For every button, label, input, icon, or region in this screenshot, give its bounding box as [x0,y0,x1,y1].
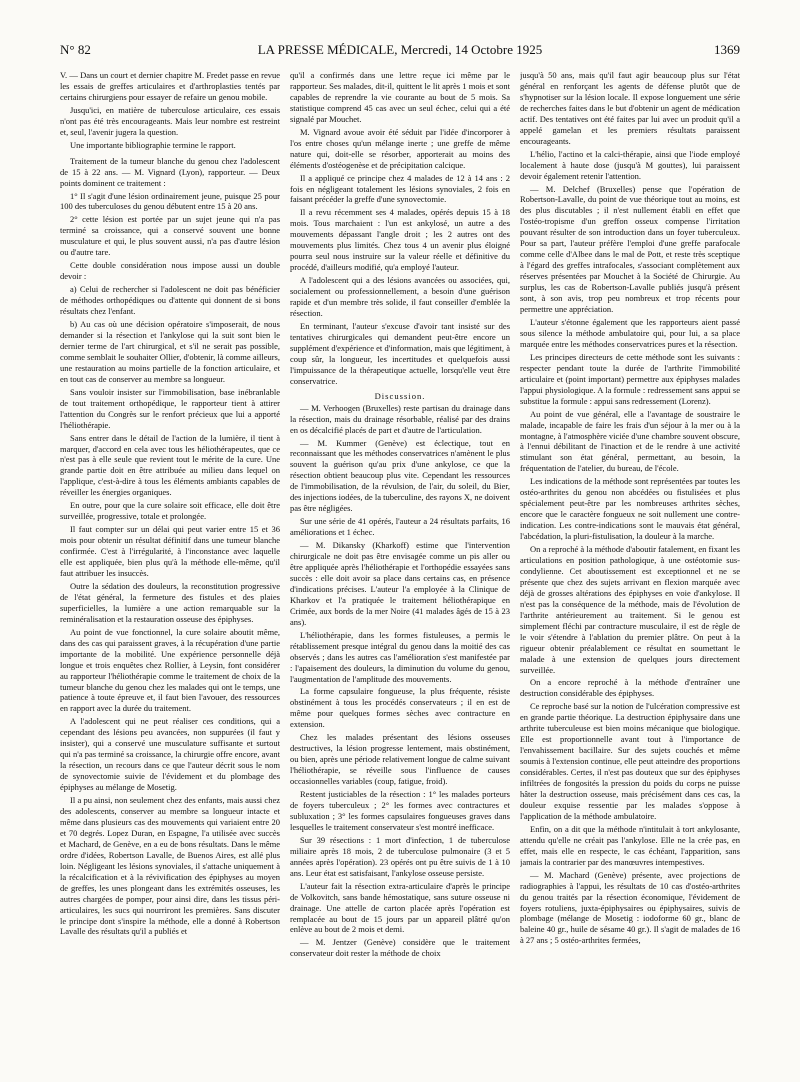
paragraph: L'auteur s'étonne également que les rapporteurs aient passé sous silence la méthode ambulatoire qui, pour lui, a sa place marquée entre les méthodes conservatrices pures et la résection. [520,316,740,349]
paragraph: 1° Il s'agit d'une lésion ordinairement jeune, puisque 25 pour 100 des tuberculoses du genou débutent entre 15 à 20 ans. [60,190,280,212]
paragraph: On a reproché à la méthode d'aboutir fatalement, en fixant les articulations en position pathologique, à une ostéotomie sus-condylienne. Cet aboutissement est exceptionnel et ne se présente que chez des sujets arrivant en flexion marquée avec déjà de grosses altérations des épiphyses en voie d'ankylose. Il n'est pas la conséquence de la méthode, mais de l'évolution de l'arthrite antérieurement au traitement. Si le genou est simplement fléchi par contracture musculaire, il est de règle de le voir s'étendre à l'ablation du premier plâtre. On peut à la rigueur obtenir préalablement ce résultat en soumettant le malade à une extension de quelques jours directement surveillée. [520,544,740,675]
paragraph: — M. Jentzer (Genève) considère que le traitement conservateur doit rester la méthode de choix [290,937,510,959]
paragraph: Sans vouloir insister sur l'immobilisation, base inébranlable de tout traitement orthopédique, le rapporteur tient à attirer l'attention du Congrès sur le renfort précieux que lui a apporté l'héliothérapie. [60,386,280,430]
paragraph: Sans entrer dans le détail de l'action de la lumière, il tient à marquer, d'accord en cela avec tous les héliothérapeutes, que ce n'est pas à elle seule que revient tout le mérite de la cure. Une grande partie doit en être attribuée au milieu dans lequel on l'applique, c'est-à-dire à tous les éléments ambiants capables de réveiller les énergies organiques. [60,432,280,498]
paragraph: Cette double considération nous impose aussi un double devoir : [60,260,280,282]
column-left [60,70,280,1075]
paragraph: L'hélio, l'actino et la calci-thérapie, ainsi que l'iode employé localement à haute dose (jusqu'à M gouttes), lui paraissent devoir également retenir l'attention. [520,148,740,181]
paragraph: Enfin, on a dit que la méthode n'intitulait à tort ankylosante, attendu qu'elle ne créait pas l'ankylose. Elle ne la crée pas, en effet, mais elle en respecte, le cas échéant, l'apparition, sans jamais la contrarier par des manœuvres intempestives. [520,823,740,867]
paragraph: Chez les malades présentant des lésions osseuses destructives, la lésion progresse lentement, mais obstinément, ou bien, après une période relativement longue de calme suivant l'héliothérapie, se réveille sous l'influence de causes occasionnelles variables (coup, fatigue, froid). [290,732,510,787]
journal-title: LA PRESSE MÉDICALE, Mercredi, 14 Octobre 1925 [257,42,543,57]
paragraph: Restent justiciables de la résection : 1° les malades porteurs de foyers tuberculeux ; 2° les formes avec contractures et subluxation ; 3° les formes capsulaires fongueuses graves dans lesquelles le traitement conservateur s'est montré inefficace. [290,789,510,832]
page-number: 1369 [714,42,740,57]
paragraph: En outre, pour que la cure solaire soit efficace, elle doit être surveillée, progressive, totale et prolongée. [60,500,280,522]
paragraph: — M. Dikansky (Kharkoff) estime que l'intervention chirurgicale ne doit pas être envisagée comme un pis aller ou être appliquée après l'héliothérapie et l'orthopédie essayées sans succès : elle doit avoir sa place dans certains cas, en présence d'indications précises. L'auteur l'a employée à la Clinique de Kharkov et l'a pratiquée le traitement héliothérapique en Crimée, aux bords de la mer Noire (41 malades âgés de 15 à 23 ans). [290,540,510,627]
paragraph: M. Vignard avoue avoir été séduit par l'idée d'incorporer à l'os entre choses qu'un mélange inerte ; une greffe de même nature qui, doit-elle se résorber, apporterait au moins des éléments d'ostéogenèse et de précipitation calcique. [290,126,510,170]
paragraph: Au point de vue général, elle a l'avantage de soustraire le malade, incapable de faire les frais d'un séjour à la mer ou à la montagne, à l'atmosphère viciée d'une chambre souvent obscure, à l'ennui débilitant de l'inaction et de le rendre à une activité stimulant son état général, permettant, au besoin, la fréquentation de l'atelier, du bureau, de l'école. [520,408,740,474]
paragraph: Traitement de la tumeur blanche du genou chez l'adolescent de 15 à 22 ans. — M. Vignard (Lyon), rapporteur. — Deux points dominent ce traitement : [60,155,280,188]
paragraph: En terminant, l'auteur s'excuse d'avoir tant insisté sur des tentatives chirurgicales qui demandent peut-être encore un supplément d'expérience et d'information, mais que légitiment, à coup sûr, la longueur, les incertitudes et quelquefois aussi l'impuissance de la thérapeutique actuelle, lorsqu'elle veut être conservatrice. [290,320,510,386]
paragraph: qu'il a confirmés dans une lettre reçue ici même par le rapporteur. Ses malades, dit-il, quittent le lit après 1 mois et sont capables de reprendre la vie courante au bout de 5 mois. Sa statistique comprend 45 cas avec un seul échec, celui qui a été signalé par Mouchet. [290,70,510,124]
paragraph: — M. Machard (Genève) présente, avec projections de radiographies à l'appui, les résultats de 10 cas d'ostéo-arthrites du genou traités par la résection économique, l'évidement de foyers rotuliens, juxta-épiphysaires ou épiphysaires, suivis de plombage (mélange de Mosetig : iodoforme 60 gr., blanc de baleine 40 gr., huile de sésame 40 gr.). Il s'agit de malades de 16 à 27 ans ; 5 ostéo-arthrites fermées, [520,869,740,946]
paragraph: On a encore reproché à la méthode d'entraîner une destruction considérable des épiphyses. [520,677,740,699]
paragraph: b) Au cas où une décision opératoire s'imposerait, de nous demander si la résection et l'ankylose qui la suit sont bien le dernier terme de l'art chirurgical, et s'il ne serait pas possible, comme semblait le souhaiter Ollier, d'obtenir, là comme ailleurs, une restauration au moins partielle de la fonction articulaire, et en tout cas de conserver au membre sa longueur. [60,319,280,384]
paragraph: Il faut compter sur un délai qui peut varier entre 15 et 36 mois pour obtenir un résultat définitif dans une tumeur blanche confirmée. C'est à l'irrégularité, à l'inconstance avec laquelle elle est appliquée, bien plus qu'à la méthode elle-même, qu'il faut attribuer les insuccès. [60,524,280,578]
paragraph: La forme capsulaire fongueuse, la plus fréquente, résiste obstinément à tous les procédés conservateurs ; il en est de même pour quelques formes sèches avec contracture en extension. [290,686,510,730]
paragraph: Il a revu récemment ses 4 malades, opérés depuis 15 à 18 mois. Tous marchaient : l'un est ankylosé, un autre a des mouvements dépassant l'angle droit ; les 2 autres ont des mouvements plus limités. Chez tous 4 un avenir plus éloigné pourra seul nous instruire sur la valeur réelle et définitive du procédé, d'ailleurs modifié, qu'a employé l'auteur. [290,207,510,273]
paragraph: A l'adolescent qui a des lésions avancées ou associées, qui, socialement ou professionnellement, a besoin d'une guérison rapide et d'un membre très solide, il faut conseiller d'emblée la résection. [290,275,510,319]
paragraph: Les indications de la méthode sont représentées par toutes les ostéo-arthrites du genou non abcédées ou fistulisées et plus spécialement peut-être par les nombreuses arthrites sèches, encore que le caractère fongueux ne soit nullement une contre-indication. Les contre-indications sont le mauvais état général, l'abcédation, la pluri-fistulisation, la douleur à la marche. [520,476,740,542]
paragraph: Sur 39 résections : 1 mort d'infection, 1 de tuberculose miliaire après 18 mois, 2 de tuberculose pulmonaire (3 et 5 années après l'opération). 23 opérés ont pu être suivis de 1 à 10 ans. Leur état est satisfaisant, l'ankylose osseuse persiste. [290,834,510,878]
column-middle [290,70,510,1075]
paragraph: Il a appliqué ce principe chez 4 malades de 12 à 14 ans : 2 fois en négligeant totalement les lésions synoviales, 2 fois en faisant précéder la greffe d'une synovectomie. [290,172,510,205]
paragraph: — M. Verhoogen (Bruxelles) reste partisan du drainage dans la résection, mais du drainage résorbable, réalisé par des drains en os décalcifié placés de part et d'autre de l'articulation. [290,402,510,435]
page-header [60,42,740,62]
paragraph: Ce reproche basé sur la notion de l'ulcération compressive est en grande partie théorique. La destruction épiphysaire dans une arthrite tuberculeuse est bien moins mécanique que biologique. Elle est proportionnelle avant tout à l'importance de l'envahissement bacillaire. Sur des sujets couchés et même soumis à l'extension continue, elle peut atteindre des proportions considérables. Certes, il n'est pas douteux que sur des épiphyses infiltrées de fongosités la pression du poids du corps ne puisse hâter la destruction osseuse, mais précisément dans ces cas, la douleur exquise ressentie par les malades s'oppose à l'application de la méthode ambulatoire. [520,701,740,821]
paragraph: Les principes directeurs de cette méthode sont les suivants : respecter pendant toute la durée de l'arthrite l'immobilité articulaire et (point important) permettre aux épiphyses malades l'appui physiologique. A la formule : redressement sans appui se substitue la formule : appui sans redressement (Lorenz). [520,351,740,406]
paragraph: V. — Dans un court et dernier chapitre M. Fredet passe en revue les essais de greffes articulaires et d'arthroplasties tentés par certains chirurgiens pour essayer de refaire un genou mobile. [60,70,280,102]
paragraph: — M. Delchef (Bruxelles) pense que l'opération de Robertson-Lavalle, du point de vue théorique tout au moins, est des plus discutables ; il n'est nullement établi en effet que l'ostéo-tropisme d'un greffon osseux compense l'irritation pouvant résulter de son introduction dans un foyer tuberculeux. Pour sa part, l'auteur préfère l'emploi d'une greffe parafocale comme celle d'Albee dans le mal de Pott, et reste très sceptique à l'égard des greffes intrafocales, s'associant complètement aux réserves présentées par Mouchet à la Société de Chirurgie. Au surplus, les cas de Robertson-Lavalle publiés jusqu'à présent sont, à son avis, trop peu nombreux et trop récents pour permettre une appréciation. [520,183,740,315]
column-right [520,70,740,1075]
paragraph: 2° cette lésion est portée par un sujet jeune qui n'a pas terminé sa croissance, qui a conservé souvent une bonne musculature et qui, le plus souvent aussi, n'a pas d'autre lésion ou d'autre tare. [60,214,280,258]
paragraph: A l'adolescent qui ne peut réaliser ces conditions, qui a cependant des lésions peu avancées, non suppurées (il faut y insister), qui a conservé une musculature suffisante et surtout qui n'a pas terminé sa croissance, la chirurgie offre encore, avant la résection, un recours dans ce que l'auteur décrit sous le nom de synovectomie suivie de l'évidement et du plombage des épiphyses au mélange de Mosetig. [60,716,280,793]
paragraph: jusqu'à 50 ans, mais qu'il faut agir beaucoup plus sur l'état général en renforçant les agents de défense plutôt que de s'hypnotiser sur la lésion locale. Il expose longuement une série de recherches faites dans le but d'obtenir un agent de médication actif. Des tentatives ont été faites par lui avec un produit qu'il a appelé gamelan et les premiers résultats paraissent encourageants. [520,70,740,146]
paragraph: L'auteur fait la résection extra-articulaire d'après le principe de Volkovitch, sans bande hémostatique, sans suture osseuse ni drainage. Une attelle de carton placée après l'opération est remplacée au bout de 15 jours par un appareil plâtré qu'on enlève au bout de 2 mois et demi. [290,880,510,935]
paragraph: Une importante bibliographie termine le rapport. [70,139,236,150]
paragraph: L'héliothérapie, dans les formes fistuleuses, a permis le rétablissement presque intégral du genou dans la moitié des cas observés ; dans les autres cas l'amélioration s'est manifestée par : l'apaisement des douleurs, la diminution du volume du genou, l'augmentation de l'amplitude des mouvements. [290,629,510,684]
paragraph: Au point de vue fonctionnel, la cure solaire aboutit même, dans des cas qui paraissent graves, à la récupération d'une partie importante de la mobilité. Une expérience personnelle déjà longue et trois enquêtes chez Rollier, à Leysin, font considérer au rapporteur l'héliothérapie comme le traitement de choix de la tumeur blanche du genou chez les malades qui ont le temps, une patience à toute épreuve et, il faut bien l'avouer, des ressources en rapport avec la durée du traitement. [60,626,280,714]
section-heading: Discussion. [374,390,426,401]
paragraph: — M. Kummer (Genève) est éclectique, tout en reconnaissant que les méthodes conservatrices n'amènent le plus souvent la guérison qu'au prix d'une ankylose, ce que la résection obtient beaucoup plus vite. Cependant les ressources de l'immobilisation, de la révulsion, de l'air, du soleil, du Bier, des injections iodées, de la tuberculine, des rayons X, ne doivent pas être négligées. [290,437,510,514]
paragraph: Outre la sédation des douleurs, la reconstitution progressive de l'état général, la fermeture des fistules et des plaies superficielles, la lumière a une action remarquable sur la reminéralisation et la restauration osseuse des épiphyses. [60,580,280,624]
article-body [60,70,740,1075]
issue-number: N° 82 [60,42,91,57]
paragraph: a) Celui de rechercher si l'adolescent ne doit pas bénéficier de méthodes orthopédiques ou d'attente qui donnent de si bons résultats chez l'enfant. [60,284,280,317]
paragraph: Sur une série de 41 opérés, l'auteur a 24 résultats parfaits, 16 améliorations et 1 échec. [290,516,510,538]
paragraph: Il a pu ainsi, non seulement chez des enfants, mais aussi chez des adolescents, conserver au membre sa longueur intacte et même dans plusieurs cas des mouvements qui variaient entre 20 et 70 degrés. Lopez Duran, en Espagne, l'a utilisée avec succès et Machard, de Genève, en a eu de bons résultats. Dans le même ordre d'idées, Robertson Lavalle, de Buenos Aires, est allé plus loin. Négligeant les lésions synoviales, il s'attache uniquement à la récalcification et à la révivification des épiphyses au moyen de greffes, les unes plongeant dans les extrémités osseuses, les autres chargées de pomper, pour ainsi dire, dans les tissus péri-articulaires, les sucs qui nourriront les premières. Sans discuter le principe dont s'inspire la méthode, elle a donné à Robertson Lavalle des résultats qu'il a publiés et [60,795,280,937]
paragraph: Jusqu'ici, en matière de tuberculose articulaire, ces essais n'ont pas été très encourageants. Mais leur nombre est restreint et, seul, l'avenir jugera la question. [60,104,280,137]
